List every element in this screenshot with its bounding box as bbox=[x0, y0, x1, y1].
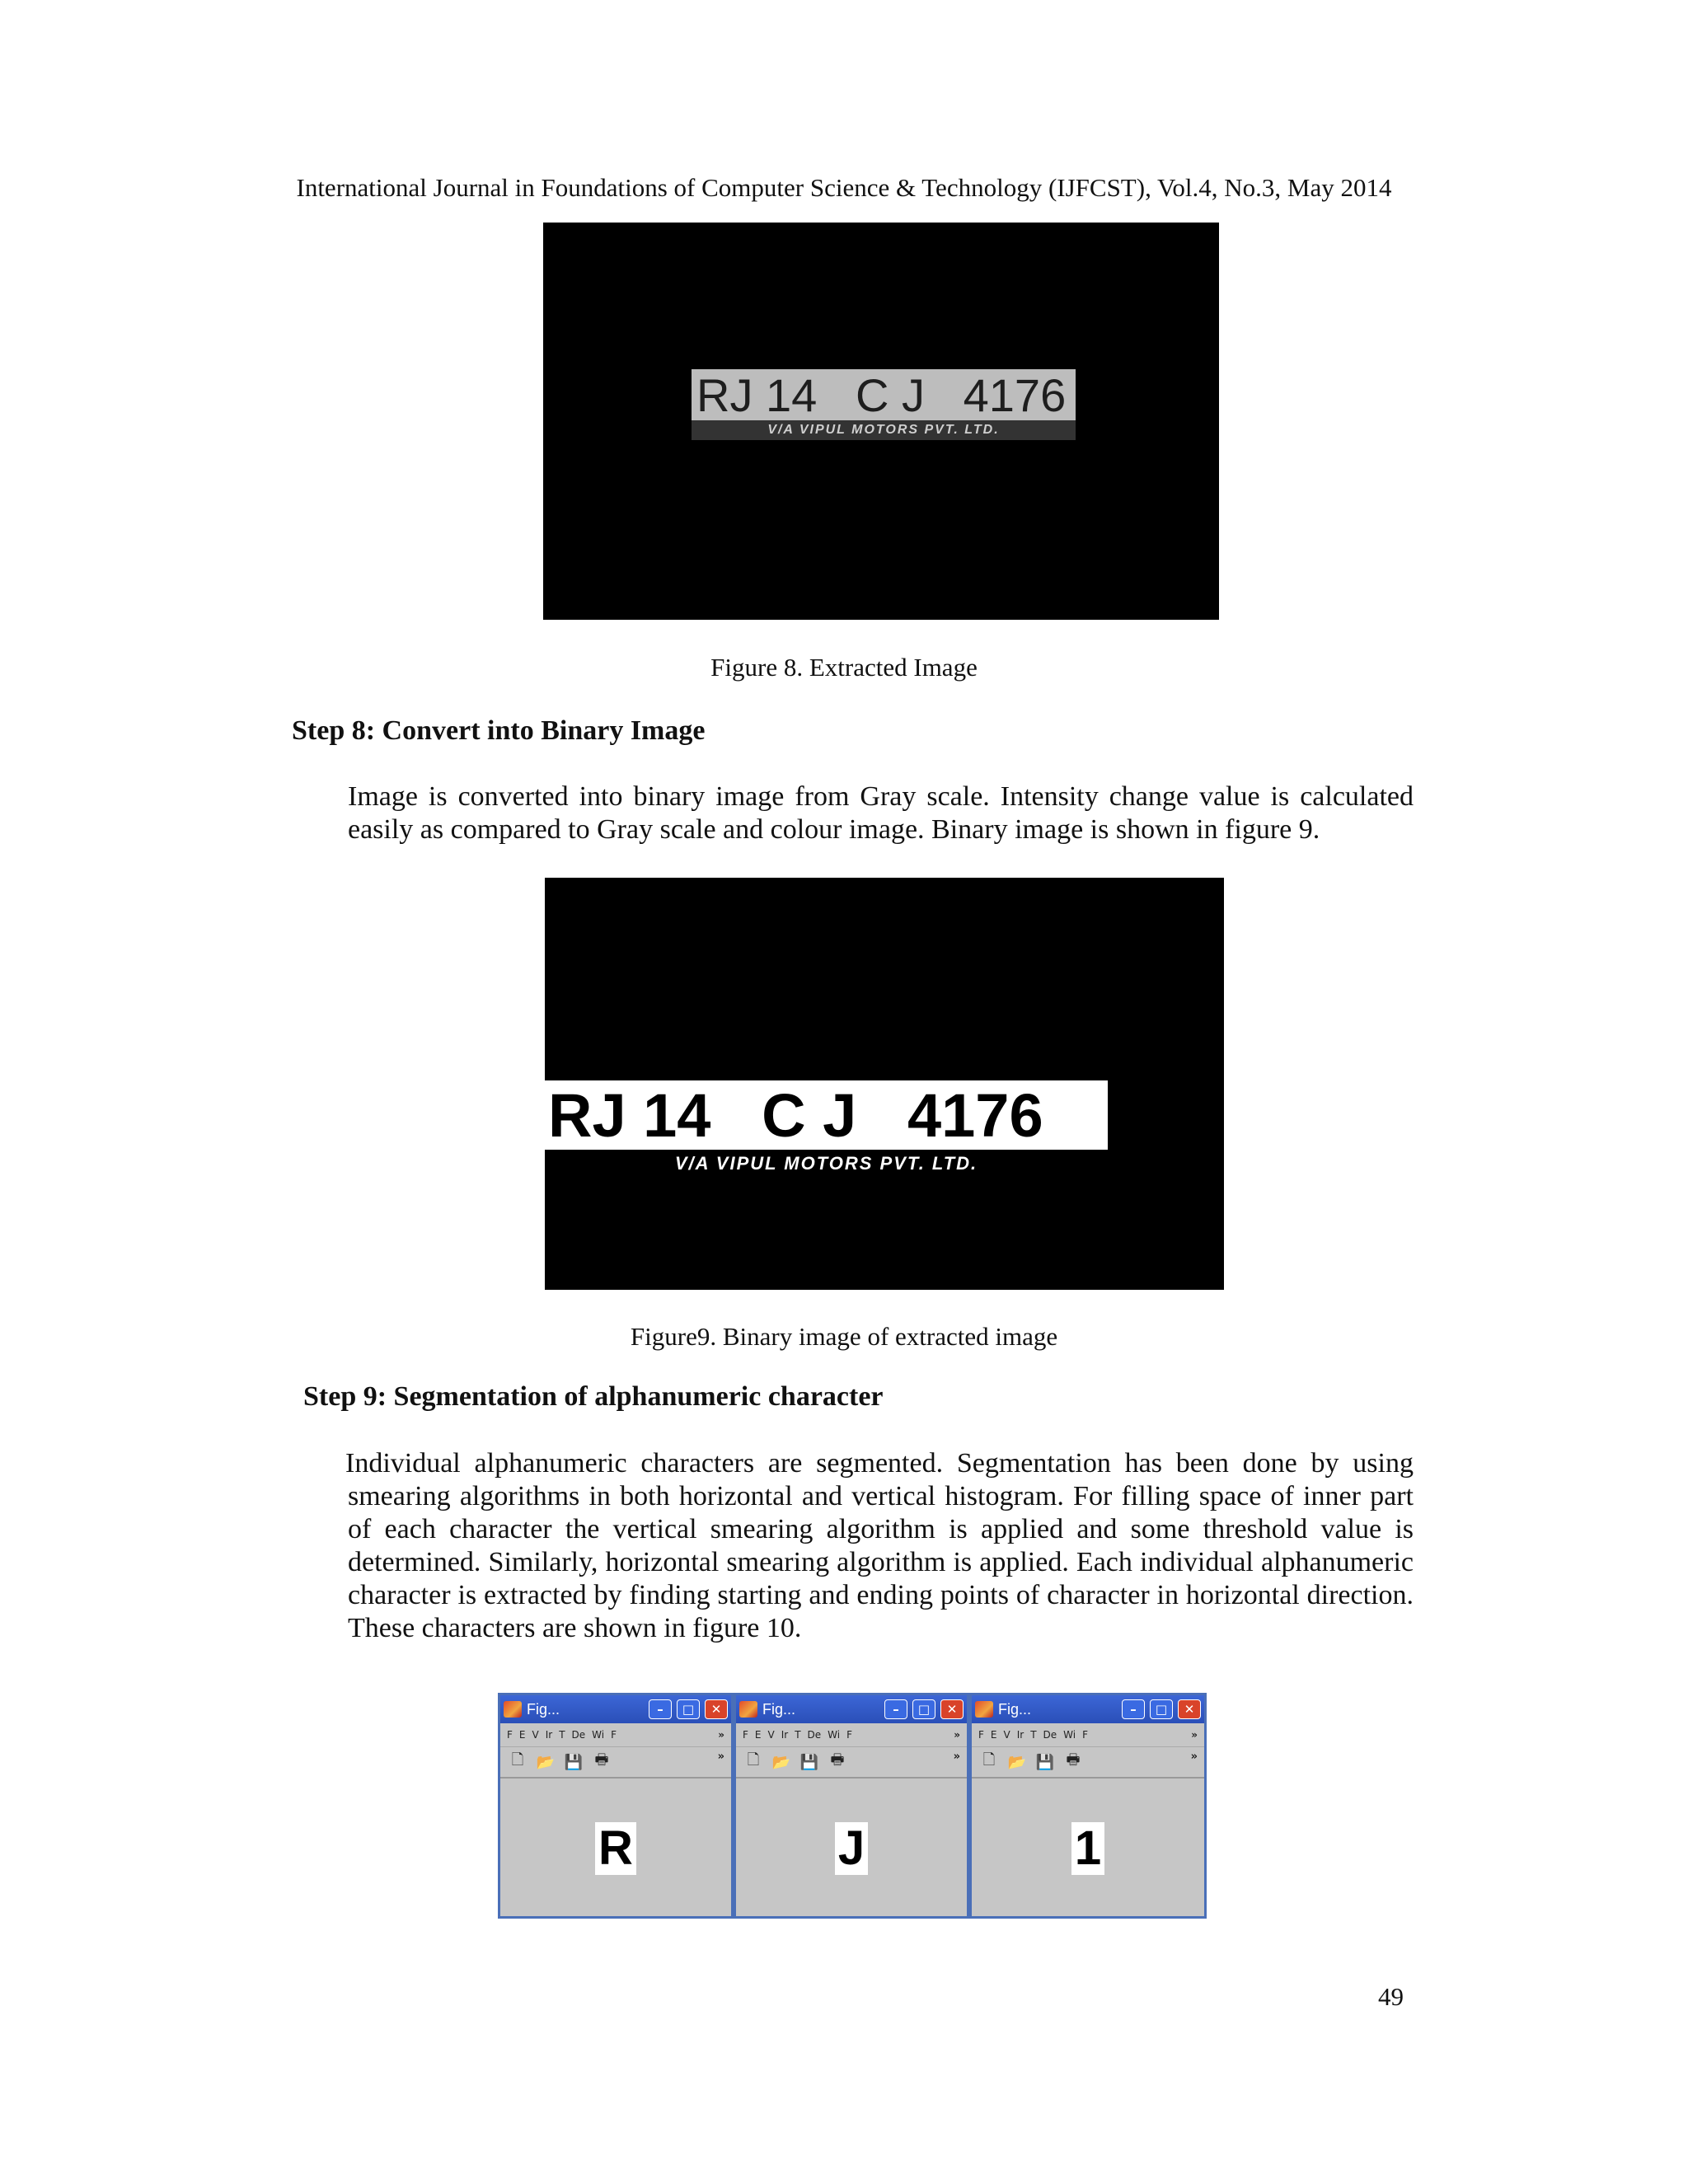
step-9-paragraph: Individual alphanumeric characters are segmented. Segmentation has been done by using smearing algorithms in both horizontal and vertical histogram. For filling space of inner part of each character the vertical smearing algorithm is applied and some threshold value is determined. Similarly, horizontal smearing algorithm is applied. Each individual alphanumeric character is extracted by finding starting and ending points of character in horizontal direction. These characters are shown in figure 10. bbox=[345, 1448, 1414, 1643]
menu-item-view[interactable]: V bbox=[767, 1729, 775, 1741]
window-titlebar[interactable] bbox=[736, 1695, 967, 1723]
step-9-heading: Step 9: Segmentation of alphanumeric character bbox=[303, 1381, 884, 1412]
segmented-character: 1 bbox=[1071, 1822, 1104, 1875]
toolbar-overflow-icon[interactable]: » bbox=[1190, 1750, 1198, 1763]
character-display bbox=[972, 1779, 1204, 1919]
menu-item-help[interactable]: F bbox=[1082, 1729, 1089, 1741]
menu-overflow-icon[interactable]: » bbox=[954, 1729, 960, 1741]
segmented-character: R bbox=[595, 1822, 636, 1875]
figure-8-caption: Figure 8. Extracted Image bbox=[710, 653, 978, 682]
maximize-button[interactable]: □ bbox=[677, 1699, 700, 1719]
menu-item-desktop[interactable]: De bbox=[807, 1729, 822, 1741]
menu-item-help[interactable]: F bbox=[846, 1729, 853, 1741]
character-display bbox=[736, 1779, 967, 1919]
journal-header: International Journal in Foundations of Computer Science & Technology (IJFCST), Vol.4, No.3, May 2014 bbox=[296, 173, 1392, 202]
toolbar bbox=[736, 1747, 967, 1779]
save-icon[interactable]: 💾 bbox=[1035, 1753, 1055, 1771]
license-plate-gray bbox=[692, 369, 1076, 440]
segmented-character: J bbox=[835, 1822, 868, 1875]
menu-item-tools[interactable]: T bbox=[795, 1729, 801, 1741]
window-title: Fig... bbox=[527, 1700, 560, 1718]
maximize-button[interactable]: □ bbox=[912, 1699, 935, 1719]
save-icon[interactable]: 💾 bbox=[564, 1753, 584, 1771]
menu-item-edit[interactable]: E bbox=[990, 1729, 997, 1741]
maximize-button[interactable]: □ bbox=[1150, 1699, 1173, 1719]
plate-subtext: V/A VIPUL MOTORS PVT. LTD. bbox=[692, 420, 1076, 440]
menu-item-view[interactable]: V bbox=[1003, 1729, 1010, 1741]
menu-item-window[interactable]: Wi bbox=[1063, 1729, 1076, 1741]
minimize-button[interactable]: – bbox=[649, 1699, 672, 1719]
menu-item-tools[interactable]: T bbox=[1030, 1729, 1037, 1741]
menu-item-window[interactable]: Wi bbox=[828, 1729, 841, 1741]
figure-window-3[interactable] bbox=[969, 1693, 1207, 1919]
menu-item-edit[interactable]: E bbox=[754, 1729, 762, 1741]
figure-9-image bbox=[545, 878, 1224, 1290]
print-icon[interactable]: 🖶 bbox=[1066, 1751, 1081, 1769]
close-button[interactable]: ✕ bbox=[705, 1699, 728, 1719]
new-file-icon[interactable]: 🗋 bbox=[747, 1751, 760, 1769]
window-title: Fig... bbox=[998, 1700, 1032, 1718]
menu-item-file[interactable]: F bbox=[978, 1729, 984, 1741]
figure-window-1[interactable] bbox=[498, 1693, 734, 1919]
menu-item-file[interactable]: F bbox=[507, 1729, 513, 1741]
menu-item-insert[interactable]: Ir bbox=[545, 1729, 553, 1741]
menu-item-window[interactable]: Wi bbox=[592, 1729, 605, 1741]
menu-bar bbox=[972, 1723, 1204, 1747]
character-display bbox=[500, 1779, 731, 1919]
new-file-icon[interactable]: 🗋 bbox=[511, 1751, 524, 1769]
menu-item-file[interactable]: F bbox=[743, 1729, 748, 1741]
menu-overflow-icon[interactable]: » bbox=[1191, 1729, 1198, 1741]
matlab-icon bbox=[504, 1701, 522, 1718]
save-icon[interactable]: 💾 bbox=[799, 1753, 819, 1771]
plate-text: RJ 14 C J 4176 bbox=[548, 1080, 1043, 1150]
print-icon[interactable]: 🖶 bbox=[594, 1751, 609, 1769]
menu-item-view[interactable]: V bbox=[532, 1729, 539, 1741]
plate-text: RJ 14 C J 4176 bbox=[696, 369, 1067, 421]
menu-item-edit[interactable]: E bbox=[518, 1729, 526, 1741]
toolbar-overflow-icon[interactable]: » bbox=[717, 1750, 724, 1763]
menu-item-insert[interactable]: Ir bbox=[1016, 1729, 1025, 1741]
open-folder-icon[interactable]: 📂 bbox=[1007, 1753, 1027, 1771]
open-folder-icon[interactable]: 📂 bbox=[771, 1753, 791, 1771]
page-number: 49 bbox=[1378, 1982, 1404, 2011]
figure-9-caption: Figure9. Binary image of extracted image bbox=[630, 1322, 1058, 1351]
menu-overflow-icon[interactable]: » bbox=[718, 1729, 724, 1741]
step-8-heading: Step 8: Convert into Binary Image bbox=[292, 715, 706, 746]
plate-subtext: V/A VIPUL MOTORS PVT. LTD. bbox=[545, 1150, 1108, 1178]
figure-10-windows bbox=[498, 1693, 1207, 1919]
toolbar bbox=[500, 1747, 731, 1779]
close-button[interactable]: ✕ bbox=[940, 1699, 964, 1719]
toolbar bbox=[972, 1747, 1204, 1779]
toolbar-overflow-icon[interactable]: » bbox=[953, 1750, 960, 1763]
matlab-icon bbox=[739, 1701, 757, 1718]
minimize-button[interactable]: – bbox=[884, 1699, 907, 1719]
print-icon[interactable]: 🖶 bbox=[830, 1751, 845, 1769]
menu-item-help[interactable]: F bbox=[611, 1729, 617, 1741]
menu-item-desktop[interactable]: De bbox=[1043, 1729, 1057, 1741]
new-file-icon[interactable]: 🗋 bbox=[982, 1751, 996, 1769]
license-plate-binary bbox=[545, 1080, 1108, 1178]
step-8-paragraph: Image is converted into binary image from Gray scale. Intensity change value is calculated easily as compared to Gray scale and colour image. Binary image is shown in figure 9. bbox=[348, 781, 1414, 845]
window-titlebar[interactable] bbox=[972, 1695, 1204, 1723]
window-title: Fig... bbox=[762, 1700, 796, 1718]
menu-item-tools[interactable]: T bbox=[559, 1729, 565, 1741]
open-folder-icon[interactable]: 📂 bbox=[536, 1753, 556, 1771]
menu-bar bbox=[500, 1723, 731, 1747]
menu-item-desktop[interactable]: De bbox=[571, 1729, 586, 1741]
matlab-icon bbox=[975, 1701, 993, 1718]
window-titlebar[interactable] bbox=[500, 1695, 731, 1723]
minimize-button[interactable]: – bbox=[1122, 1699, 1145, 1719]
menu-item-insert[interactable]: Ir bbox=[781, 1729, 789, 1741]
figure-window-2[interactable] bbox=[734, 1693, 969, 1919]
menu-bar bbox=[736, 1723, 967, 1747]
figure-8-image bbox=[543, 223, 1219, 620]
close-button[interactable]: ✕ bbox=[1178, 1699, 1201, 1719]
